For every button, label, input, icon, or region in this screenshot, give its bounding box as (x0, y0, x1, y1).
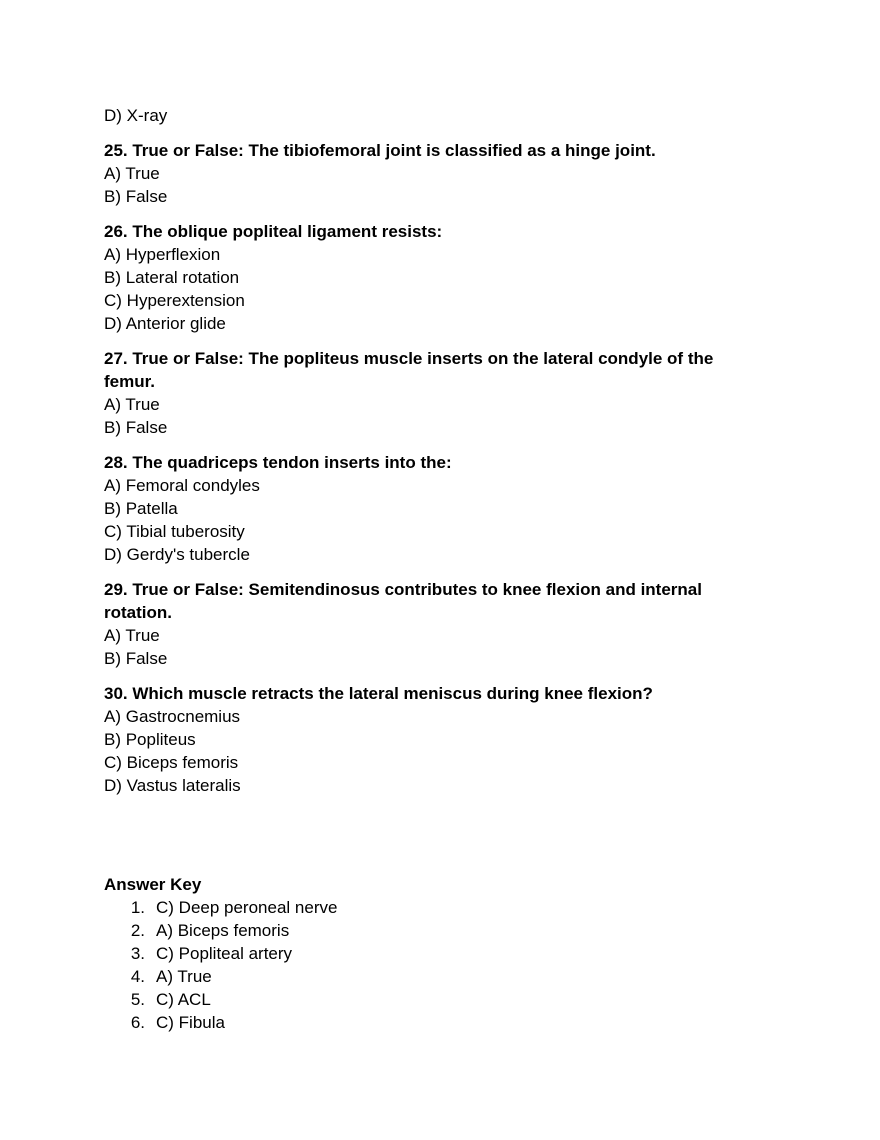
answer-key-section (104, 873, 764, 1034)
answer-key-number: 5. (130, 990, 145, 1009)
answer-option: A) True (104, 395, 160, 414)
answer-key-item (104, 942, 764, 965)
answer-option: C) Hyperextension (104, 291, 245, 310)
answer-key-item (104, 965, 764, 988)
question-30 (104, 682, 764, 797)
answer-key-item (104, 1011, 764, 1034)
quiz-content (104, 104, 764, 797)
answer-key-title: Answer Key (104, 875, 202, 894)
answer-key-number: 4. (130, 967, 145, 986)
answer-option: D) Anterior glide (104, 314, 226, 333)
question-text: 27. True or False: The popliteus muscle inserts on the lateral condyle of the femur. (104, 349, 714, 391)
question-28 (104, 451, 764, 566)
question-26 (104, 220, 764, 335)
question-text: 29. True or False: Semitendinosus contributes to knee flexion and internal rotation. (104, 580, 702, 622)
answer-option: B) Popliteus (104, 730, 196, 749)
answer-option: D) Vastus lateralis (104, 776, 241, 795)
answer-option: A) Gastrocnemius (104, 707, 241, 726)
answer-key-answer: C) Deep peroneal nerve (156, 898, 338, 917)
answer-key-answer: C) Fibula (156, 1013, 225, 1032)
answer-key-answer: C) ACL (156, 990, 211, 1009)
answer-option: B) Patella (104, 499, 178, 518)
question-text: 25. True or False: The tibiofemoral joint is classified as a hinge joint. (104, 141, 656, 160)
answer-key-item (104, 919, 764, 942)
question-27 (104, 347, 764, 439)
answer-option: C) Tibial tuberosity (104, 522, 245, 541)
answer-key-number: 1. (130, 898, 145, 917)
answer-option: A) Femoral condyles (104, 476, 260, 495)
answer-option: B) False (104, 649, 168, 668)
answer-option: B) False (104, 187, 168, 206)
question-25 (104, 139, 764, 208)
answer-key-answer: C) Popliteal artery (156, 944, 293, 963)
answer-key-item (104, 988, 764, 1011)
question-29 (104, 578, 764, 670)
answer-option: A) True (104, 626, 160, 645)
question-text: 30. Which muscle retracts the lateral meniscus during knee flexion? (104, 684, 653, 703)
answer-key-number: 6. (130, 1013, 145, 1032)
answer-option: B) Lateral rotation (104, 268, 240, 287)
answer-key-answer: A) True (156, 967, 212, 986)
continued-option: D) X-ray (104, 106, 168, 125)
answer-option: B) False (104, 418, 168, 437)
answer-option: C) Biceps femoris (104, 753, 239, 772)
answer-option: D) Gerdy's tubercle (104, 545, 250, 564)
answer-key-list (104, 896, 764, 1034)
answer-option: A) True (104, 164, 160, 183)
question-text: 26. The oblique popliteal ligament resists: (104, 222, 443, 241)
answer-option: A) Hyperflexion (104, 245, 221, 264)
answer-key-item (104, 896, 764, 919)
answer-key-number: 3. (130, 944, 145, 963)
answer-key-answer: A) Biceps femoris (156, 921, 290, 940)
question-text: 28. The quadriceps tendon inserts into the: (104, 453, 452, 472)
answer-key-number: 2. (130, 921, 145, 940)
